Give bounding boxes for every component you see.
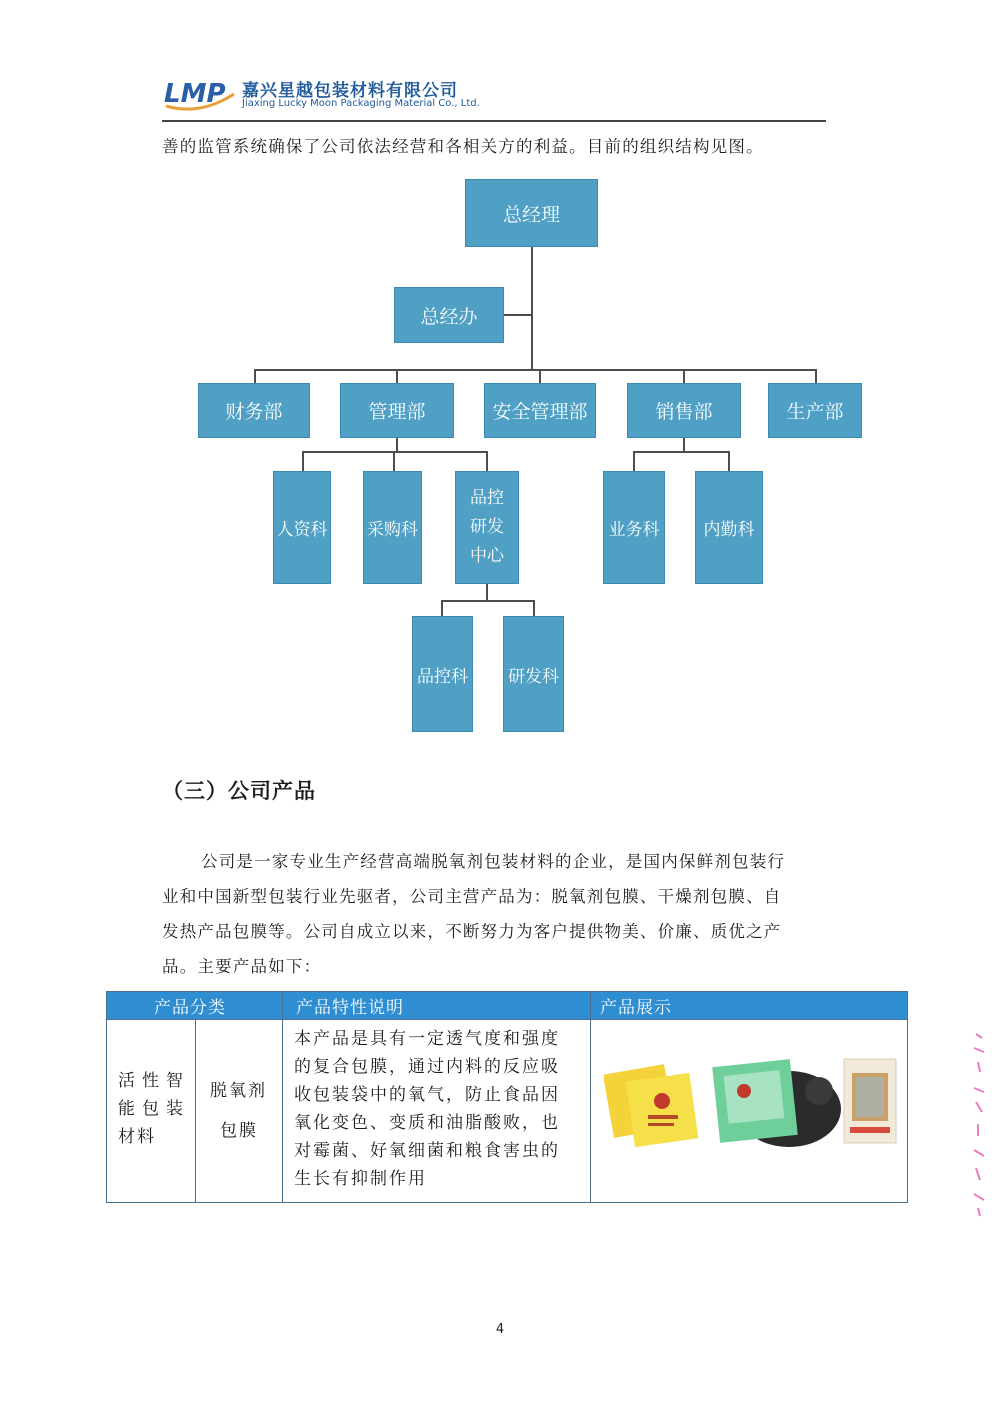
org-box-line: 中心 (470, 546, 504, 566)
clear-pouch-image (844, 1059, 896, 1143)
org-box-qc-rd-center (455, 471, 519, 584)
connector (302, 451, 488, 453)
table-border (106, 1202, 908, 1203)
page-number: 4 (495, 1322, 505, 1337)
org-box-safety: 安全管理部 (484, 383, 596, 438)
org-box-finance: 财务部 (198, 383, 310, 438)
org-box-line: 研发 (470, 517, 504, 537)
connector (728, 451, 730, 471)
connector (531, 247, 533, 370)
connector (633, 451, 729, 453)
description-line-2: 的复合包膜，通过内料的反应吸 (294, 1057, 560, 1077)
org-box-qc: 品控科 (412, 616, 473, 732)
body-line-2: 业和中国新型包装行业先驱者，公司主营产品为：脱氧剂包膜、干燥剂包膜、自 (162, 887, 782, 906)
category-line-3: 材料 (118, 1127, 156, 1147)
logo-lettering: LMP (164, 79, 226, 109)
table-border (195, 1019, 196, 1203)
seal-stamp-edge (968, 1028, 990, 1218)
product-line-2: 包膜 (220, 1121, 258, 1141)
category-line-2: 能包装 (118, 1099, 190, 1119)
table-border (106, 1019, 908, 1020)
section-title: （三）公司产品 (162, 779, 316, 803)
org-box-management: 管理部 (340, 383, 454, 438)
product-table (106, 991, 908, 1203)
table-header-description: 产品特性说明 (296, 998, 404, 1018)
table-border (282, 991, 283, 1203)
description-line-4: 氧化变色、变质和油脂酸败，也 (294, 1113, 560, 1133)
page-header (162, 74, 826, 124)
org-box-line: 品控 (470, 488, 504, 508)
header-divider (162, 120, 826, 122)
company-logo (162, 76, 238, 112)
table-border (590, 991, 591, 1203)
table-header-display: 产品展示 (600, 998, 672, 1018)
description-line-5: 对霉菌、好氧细菌和粮食害虫的 (294, 1141, 560, 1161)
org-box-hr: 人资科 (273, 471, 331, 584)
connector (486, 451, 488, 471)
description-line-6: 生长有抑制作用 (294, 1169, 427, 1189)
table-border (907, 991, 908, 1203)
org-box-general-manager: 总经理 (465, 179, 598, 247)
category-line-1: 活性智 (118, 1071, 190, 1091)
table-border (106, 991, 107, 1203)
green-sachet-image (712, 1059, 841, 1147)
org-box-rd: 研发科 (503, 616, 564, 732)
body-line-1: 公司是一家专业生产经营高端脱氧剂包装材料的企业，是国内保鲜剂包装行 (201, 852, 786, 871)
connector (302, 451, 304, 471)
table-header-row (106, 991, 908, 1019)
connector (396, 438, 398, 452)
body-line-4: 品。主要产品如下： (162, 957, 322, 976)
yellow-sachet-image (604, 1064, 698, 1147)
table-border (106, 991, 908, 992)
connector (815, 369, 817, 383)
connector (533, 600, 535, 616)
org-box-sales: 销售部 (627, 383, 741, 438)
connector (441, 600, 443, 616)
connector (254, 369, 256, 383)
company-name-cn: 嘉兴星越包装材料有限公司 (242, 81, 458, 101)
company-name-en: Jiaxing Lucky Moon Packaging Material Co., Ltd. (242, 98, 480, 109)
connector (539, 369, 541, 383)
org-box-gm-office: 总经办 (394, 287, 504, 343)
description-line-3: 收包装袋中的氧气，防止食品因 (294, 1085, 560, 1105)
connector (633, 451, 635, 471)
body-line-3: 发热产品包膜等。公司自成立以来，不断努力为客户提供物美、价廉、质优之产 (162, 922, 782, 941)
connector (254, 369, 816, 371)
connector (683, 369, 685, 383)
org-box-business: 业务科 (603, 471, 665, 584)
connector (504, 314, 532, 316)
org-box-internal: 内勤科 (695, 471, 763, 584)
table-header-category: 产品分类 (154, 998, 226, 1018)
org-box-purchasing: 采购科 (363, 471, 422, 584)
product-photo (604, 1051, 899, 1161)
connector (396, 369, 398, 383)
connector (486, 584, 488, 601)
connector (393, 451, 395, 471)
connector (441, 600, 535, 602)
connector (683, 438, 685, 452)
description-line-1: 本产品是具有一定透气度和强度 (294, 1029, 560, 1049)
product-line-1: 脱氧剂 (210, 1081, 267, 1101)
org-box-production: 生产部 (768, 383, 862, 438)
intro-line: 善的监管系统确保了公司依法经营和各相关方的利益。目前的组织结构见图。 (162, 137, 764, 156)
